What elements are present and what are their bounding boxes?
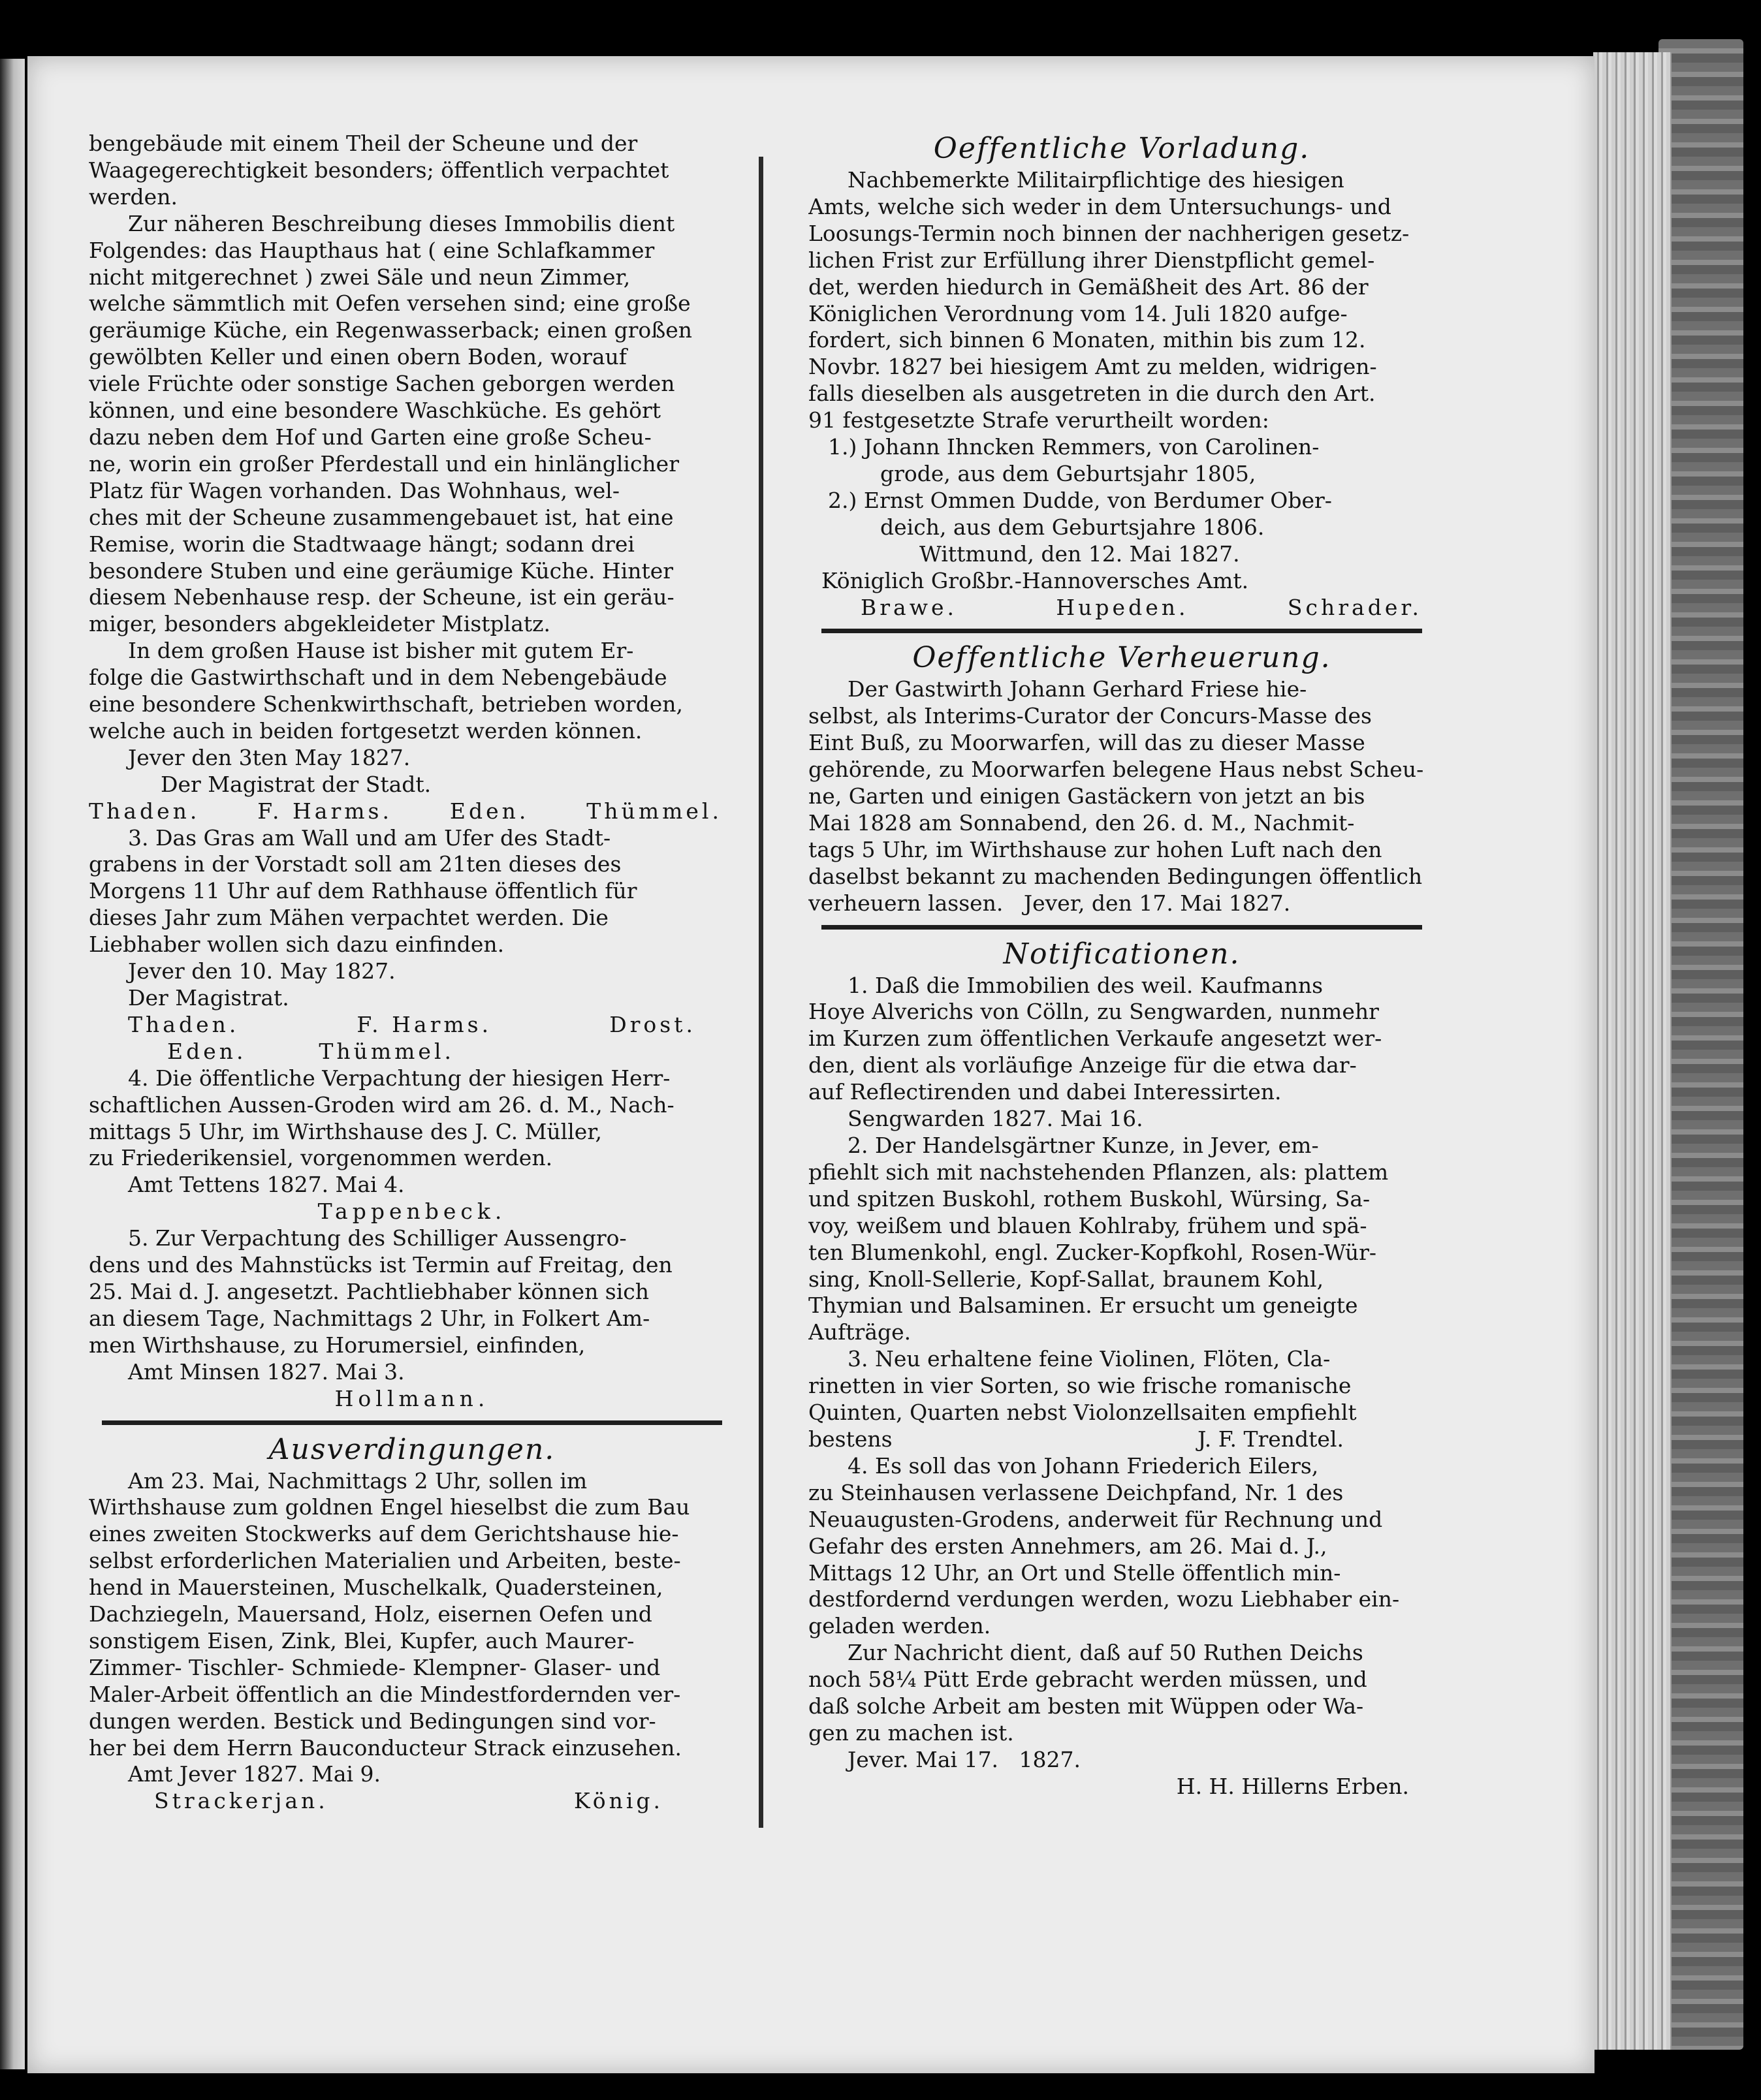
left-column [89,131,735,1815]
text-line: her bei dem Herrn Bauconducteur Strack einzusehen. [89,1734,682,1761]
signer: Tappenbeck. [317,1199,507,1225]
paragraph-notification-4 [808,1453,1435,1747]
text-line: Waagegerechtigkeit besonders; öffentlich verpachtet [89,157,669,183]
text-line: mittags 5 Uhr, im Wirthshause des J. C. Müller, [89,1118,602,1144]
list-item: deich, aus dem Geburtsjahre 1806. [880,514,1265,540]
signatures-row [89,1788,735,1815]
text-line: det, werden hiedurch in Gemäßheit des Art. 86 der [808,274,1369,300]
column-divider [759,157,763,1828]
text-line: dens und des Mahnstücks ist Termin auf Freitag, den [89,1252,673,1278]
text-line: zu Steinhausen verlassene Deichpfand, Nr. 1 des [808,1479,1344,1505]
text-line: gehörende, zu Moorwarfen belegene Haus nebst Scheu- [808,757,1424,783]
text-line: sing, Knoll-Sellerie, Kopf-Sallat, braunem Kohl, [808,1266,1324,1292]
text-line: ten Blumenkohl, engl. Zucker-Kopfkohl, Rosen-Wür- [808,1239,1377,1265]
text-line: Novbr. 1827 bei hiesigem Amt zu melden, widrigen- [808,354,1377,380]
paragraph-verheuerung [808,676,1435,917]
text-line: 4. Die öffentliche Verpachtung der hiesigen Herr- [128,1065,671,1091]
signer: Eden. [449,798,530,824]
text-line: Loosungs-Termin noch binnen der nachherigen gesetz- [808,220,1410,246]
text-line: falls dieselben als ausgetreten in die durch den Art. [808,381,1376,407]
paragraph-grass-lease [89,825,735,959]
text-line: werden. [89,183,178,210]
page-block-edge [1593,52,1672,2050]
section-rule [821,925,1422,930]
signer: Eden. [167,1038,247,1064]
notice-date: Jever den 3ten May 1827. [128,744,411,770]
text-line: 91 festgesetzte Strafe verurtheilt worden: [808,407,1269,433]
text-line: welche sämmtlich mit Oefen versehen sind; eine große [89,290,691,317]
text-line: selbst, als Interims-Curator der Concurs-Masse des [808,703,1372,729]
text-line: voy, weißem und blauen Kohlraby, frühem und spä- [808,1212,1367,1238]
text-line: 4. Es soll das von Johann Friederich Eilers, [848,1452,1319,1479]
text-line: Maler-Arbeit öffentlich an die Mindestfordernden ver- [89,1681,681,1707]
signer: Brawe. [861,594,957,620]
text-line: Gefahr des ersten Annehmers, am 26. Mai d. J., [808,1533,1327,1559]
signer: J. F. Trendtel. [1198,1426,1344,1452]
paragraph-ausverdingung [89,1468,735,1762]
text-line: welche auch in beiden fortgesetzt werden können. [89,717,643,744]
text-line: fordert, sich binnen 6 Monaten, mithin bis zum 12. [808,327,1366,353]
text-line: ches mit der Scheune zusammengebauet ist, hat eine [89,504,674,530]
text-line: 5. Zur Verpachtung des Schilliger Aussengro- [128,1225,627,1251]
notice-authority: Der Magistrat der Stadt. [161,771,432,797]
text-line: tags 5 Uhr, im Wirthshause zur hohen Luft nach den [808,836,1382,862]
text-line: Der Gastwirth Johann Gerhard Friese hie- [848,676,1307,702]
text-line: nicht mitgerechnet ) zwei Säle und neun Zimmer, [89,264,631,290]
text-line: zu Friederikensiel, vorgenommen werden. [89,1145,553,1171]
text-line: daselbst bekannt zu machenden Bedingungen öffentlich [808,863,1423,889]
paragraph-notification-1 [808,973,1435,1106]
text-line: Hoye Alverichs von Cölln, zu Sengwarden, nunmehr [808,999,1379,1025]
signatures-row [89,798,735,825]
paragraph-schilliger-lease [89,1225,735,1359]
notice-date: Jever den 10. May 1827. [128,958,396,984]
text-line: Königlichen Verordnung vom 14. Juli 1820 aufge- [808,300,1348,326]
text-line: viele Früchte oder sonstige Sachen geborgen werden [89,371,675,397]
signer: Hupeden. [1056,594,1189,620]
text-line: dazu neben dem Hof und Garten eine große Scheu- [89,424,652,450]
paragraph-notification-2 [808,1133,1435,1346]
notice-date: Wittmund, den 12. Mai 1827. [919,541,1240,567]
notice-date: Amt Minsen 1827. Mai 3. [128,1358,405,1385]
text-line: miger, besonders abgekleideter Mistplatz. [89,611,551,637]
section-heading: Notificationen. [1003,937,1241,971]
text-line: an diesem Tage, Nachmittags 2 Uhr, in Folkert Am- [89,1305,650,1331]
text-line: folge die Gastwirthschaft und in dem Nebengebäude [89,665,667,691]
text-line: Amts, welche sich weder in dem Untersuchungs- und [808,193,1391,219]
text-line: verheuern lassen. Jever, den 17. Mai 1827. [808,890,1291,916]
text-line: Zimmer- Tischler- Schmiede- Klempner- Glaser- und [89,1654,661,1680]
text-line: im Kurzen zum öffentlichen Verkaufe angesetzt wer- [808,1026,1382,1052]
notice-date: Amt Jever 1827. Mai 9. [128,1761,381,1787]
text-line: Morgens 11 Uhr auf dem Rathhause öffentlich für [89,878,637,904]
section-rule [821,629,1422,633]
text-line: dieses Jahr zum Mähen verpachtet werden. Die [89,905,609,931]
text-line: men Wirthshause, zu Horumersiel, einfinden, [89,1332,586,1358]
list-conscripts [808,434,1435,541]
text-line: eine besondere Schenkwirthschaft, betrieben worden, [89,691,683,717]
text-line: den, dient als vorläufige Anzeige für die etwa dar- [808,1052,1357,1078]
text-line: grabens in der Vorstadt soll am 21ten dieses des [89,851,622,877]
text-line: schaftlichen Aussen-Groden wird am 26. d. M., Nach- [89,1091,674,1118]
notice-date: Jever. Mai 17. 1827. [848,1746,1081,1772]
text-line: 25. Mai d. J. angesetzt. Pachtliebhaber können sich [89,1278,650,1304]
notice-date: Amt Tettens 1827. Mai 4. [128,1172,405,1198]
signer: Strackerjan. [154,1788,328,1814]
text-line: daß solche Arbeit am besten mit Wüppen oder Wa- [808,1693,1364,1719]
text-fragment: bestens [808,1426,893,1452]
text-line: Quinten, Quarten nebst Violonzellsaiten empfiehlt [808,1400,1357,1426]
left-page-edge [0,59,25,2069]
text-line: besondere Stuben und eine geräumige Küche. Hinter [89,557,674,584]
signer: F. Harms. [257,798,392,824]
signer: F. Harms. [357,1011,492,1037]
text-line: Platz für Wagen vorhanden. Das Wohnhaus, wel- [89,477,620,503]
text-line: Mittags 12 Uhr, an Ort und Stelle öffentlich min- [808,1559,1341,1586]
list-item: grode, aus dem Geburtsjahr 1805, [880,460,1256,486]
text-line: eines zweiten Stockwerks auf dem Gerichtshause hie- [89,1521,679,1547]
text-line: diesem Nebenhause resp. der Scheune, ist ein geräu- [89,584,674,610]
signer: Schrader. [1287,594,1422,620]
text-line: Dachziegeln, Mauersand, Holz, eisernen Oefen und [89,1601,652,1627]
signer: Thümmel. [319,1038,454,1064]
text-line: geräumige Küche, ein Regenwasserback; einen großen [89,317,693,343]
signatures-row [808,595,1435,621]
text-line: ne, Garten und einigen Gastäckern von jetzt an bis [808,783,1365,809]
signer: Thümmel. [586,798,722,824]
signatures-row [89,1012,735,1039]
text-line: und spitzen Buskohl, rothem Buskohl, Würsing, Sa- [808,1185,1371,1212]
signer: Drost. [609,1011,696,1037]
notice-authority: Königlich Großbr.-Hannoversches Amt. [821,567,1249,593]
section-heading: Oeffentliche Vorladung. [933,132,1310,165]
text-line: Folgendes: das Haupthaus hat ( eine Schlafkammer [89,237,655,263]
text-line: Eint Buß, zu Moorwarfen, will das zu dieser Masse [808,730,1365,756]
text-line: Aufträge. [808,1319,912,1345]
text-line: Mai 1828 am Sonnabend, den 26. d. M., Nachmit- [808,809,1355,836]
text-line: Am 23. Mai, Nachmittags 2 Uhr, sollen im [128,1467,588,1494]
text-line: sonstigem Eisen, Zink, Blei, Kupfer, auch Maurer- [89,1627,635,1653]
right-column [808,131,1435,1800]
text-line: Nachbemerkte Militairpflichtige des hiesigen [848,167,1344,193]
text-line: destfordernd verdungen werden, wozu Liebhaber ein- [808,1586,1400,1612]
text-line: noch 58¼ Pütt Erde gebracht werden müssen, und [808,1667,1367,1693]
text-line: hend in Mauersteinen, Muschelkalk, Quadersteinen, [89,1575,663,1601]
signer: Thaden. [128,1011,240,1037]
text-line: gen zu machen ist. [808,1719,1014,1746]
signer: Hollmann. [334,1385,490,1411]
section-rule [102,1420,722,1425]
signer: König. [573,1788,663,1814]
text-line: Thymian und Balsaminen. Er ersucht um geneigte [808,1293,1358,1319]
signatures-row [89,1039,735,1065]
text-line: selbst erforderlichen Materialien und Arbeiten, beste- [89,1548,681,1574]
text-line: In dem großen Hause ist bisher mit gutem Er- [128,638,634,664]
text-line: 1. Daß die Immobilien des weil. Kaufmanns [848,972,1324,998]
text-line [808,1426,1435,1453]
notice-date: Sengwarden 1827. Mai 16. [848,1106,1143,1132]
section-heading: Oeffentliche Verheuerung. [912,641,1331,675]
text-line: 3. Neu erhaltene feine Violinen, Flöten, Cla- [848,1346,1331,1372]
text-line: können, und eine besondere Waschküche. Es gehört [89,398,661,424]
list-item: 2.) Ernst Ommen Dudde, von Berdumer Ober- [828,487,1332,513]
text-line: Liebhaber wollen sich dazu einfinden. [89,932,505,958]
text-line: 2. Der Handelsgärtner Kunze, in Jever, em- [848,1133,1319,1158]
text-line: Wirthshause zum goldnen Engel hieselbst die zum Bau [89,1494,690,1520]
text-line: geladen werden. [808,1613,991,1639]
paragraph-aussen-groden-lease [89,1065,735,1172]
text-line: bengebäude mit einem Theil der Scheune und der [89,131,638,156]
text-line: Zur näheren Beschreibung dieses Immobilis dient [128,210,675,236]
text-line: auf Reflectirenden und dabei Interessirten. [808,1079,1282,1105]
signer: H. H. Hillerns Erben. [1176,1773,1409,1799]
text-line: Neuaugusten-Grodens, anderweit für Rechnung und [808,1506,1383,1532]
text-line: 3. Das Gras am Wall und am Ufer des Stadt- [128,824,611,851]
signer: Thaden. [89,798,200,824]
paragraph-vorladung [808,167,1435,434]
section-heading: Ausverdingungen. [268,1432,556,1466]
text-line: ne, worin ein großer Pferdestall und ein hinlänglicher [89,450,679,477]
text-line: Remise, worin die Stadtwaage hängt; sodann drei [89,531,635,557]
paragraph-property-description [89,131,735,745]
notice-authority: Der Magistrat. [128,985,289,1011]
text-line: pfiehlt sich mit nachstehenden Pflanzen, als: plattem [808,1159,1389,1185]
text-line: lichen Frist zur Erfüllung ihrer Dienstpflicht gemel- [808,247,1375,273]
paragraph-notification-3 [808,1346,1435,1453]
list-item: 1.) Johann Ihncken Remmers, von Carolinen- [828,434,1320,460]
text-line: gewölbten Keller und einen obern Boden, worauf [89,344,627,370]
text-line: Zur Nachricht dient, daß auf 50 Ruthen Deichs [848,1640,1363,1666]
text-line: dungen werden. Bestick und Bedingungen sind vor- [89,1708,656,1734]
text-line: rinetten in vier Sorten, so wie frische romanische [808,1373,1352,1399]
